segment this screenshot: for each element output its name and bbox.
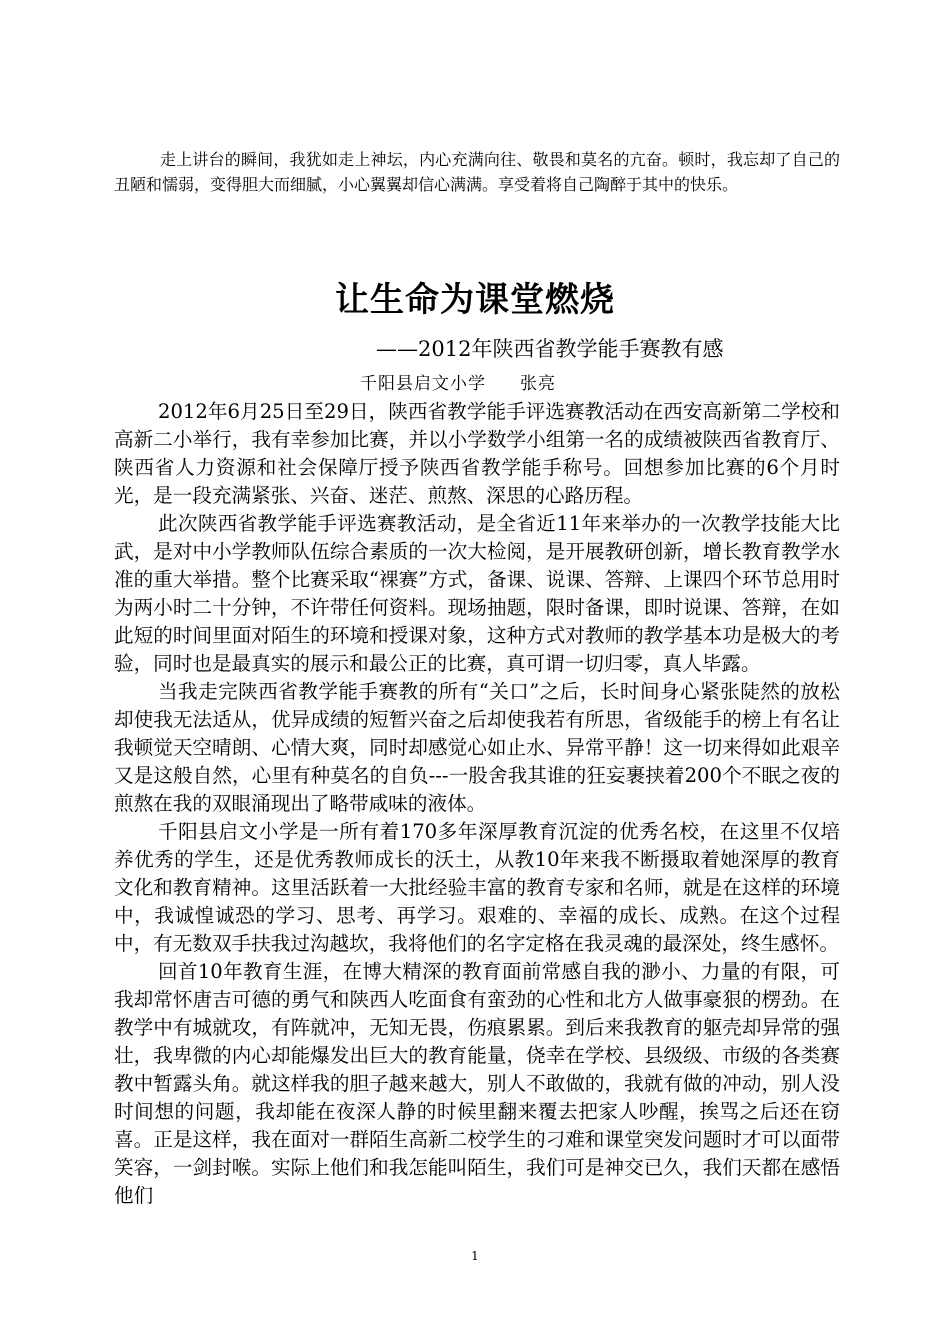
page-number: 1 [471,1249,479,1263]
article-subtitle: ——2012年陕西省教学能手赛教有感 [376,337,724,361]
body-paragraph: 此次陕西省教学能手评选赛教活动，是全省近11年来举办的一次教学技能大比武，是对中小学教师队伍综合素质的一次大检阅，是开展教研创新，增长教育教学水准的重大举措。整个比赛采取“裸赛”方式，备课、说课、答辩、上课四个环节总用时为两小时二十分钟，不许带任何资料。现场抽题，限时备课，即时说课、答辩，在如此短的时间里面对陌生的环境和授课对象，这种方式对教师的教学基本功是极大的考验，同时也是最真实的展示和最公正的比赛，真可谓一切归零，真人毕露。 [114,512,840,675]
intro-paragraph: 走上讲台的瞬间，我犹如走上神坛，内心充满向往、敬畏和莫名的亢奋。顿时，我忘却了自己的丑陋和懦弱，变得胆大而细腻，小心翼翼却信心满满。享受着将自己陶醉于其中的快乐。 [114,150,840,194]
article-title: 让生命为课堂燃烧 [335,280,615,320]
article-body [114,398,840,1210]
author-line [360,372,556,396]
author-school: 千阳县启文小学 [360,374,486,394]
author-name: 张亮 [520,374,556,394]
body-paragraph: 当我走完陕西省教学能手赛教的所有“关口”之后，长时间身心紧张陡然的放松却使我无法适从，优异成绩的短暂兴奋之后却使我若有所思，省级能手的榜上有名让我顿觉天空晴朗、心情大爽，同时却感觉心如止水、异常平静！这一切来得如此艰辛又是这般自然，心里有种莫名的自负---一股舍我其谁的狂妄裹挟着200个不眠之夜的煎熬在我的双眼涌现出了略带咸味的液体。 [114,680,840,815]
body-paragraph: 千阳县启文小学是一所有着170多年深厚教育沉淀的优秀名校，在这里不仅培养优秀的学生，还是优秀教师成长的沃土，从教10年来我不断摄取着她深厚的教育文化和教育精神。这里活跃着一大批经验丰富的教育专家和名师，就是在这样的环境中，我诚惶诚恐的学习、思考、再学习。艰难的、幸福的成长、成熟。在这个过程中，有无数双手扶我过沟越坎，我将他们的名字定格在我灵魂的最深处，终生感怀。 [114,820,840,955]
body-paragraph: 2012年6月25日至29日，陕西省教学能手评选赛教活动在西安高新第二学校和高新二小举行，我有幸参加比赛，并以小学数学小组第一名的成绩被陕西省教育厅、陕西省人力资源和社会保障厅授予陕西省教学能手称号。回想参加比赛的6个月时光，是一段充满紧张、兴奋、迷茫、煎熬、深思的心路历程。 [114,400,840,507]
body-paragraph: 回首10年教育生涯，在博大精深的教育面前常感自我的渺小、力量的有限，可我却常怀唐吉可德的勇气和陕西人吃面食有蛮劲的心性和北方人做事豪狠的楞劲。在教学中有城就攻，有阵就冲，无知无畏，伤痕累累。到后来我教育的躯壳却异常的强壮，我卑微的内心却能爆发出巨大的教育能量，侥幸在学校、县级级、市级的各类赛教中暂露头角。就这样我的胆子越来越大，别人不敢做的，我就有做的冲动，别人没时间想的问题，我却能在夜深人静的时候里翻来覆去把家人吵醒，挨骂之后还在窃喜。正是这样，我在面对一群陌生高新二校学生的刁难和课堂突发问题时才可以面带笑容，一剑封喉。实际上他们和我怎能叫陌生，我们可是神交已久，我们天都在感悟他们 [114,960,840,1207]
